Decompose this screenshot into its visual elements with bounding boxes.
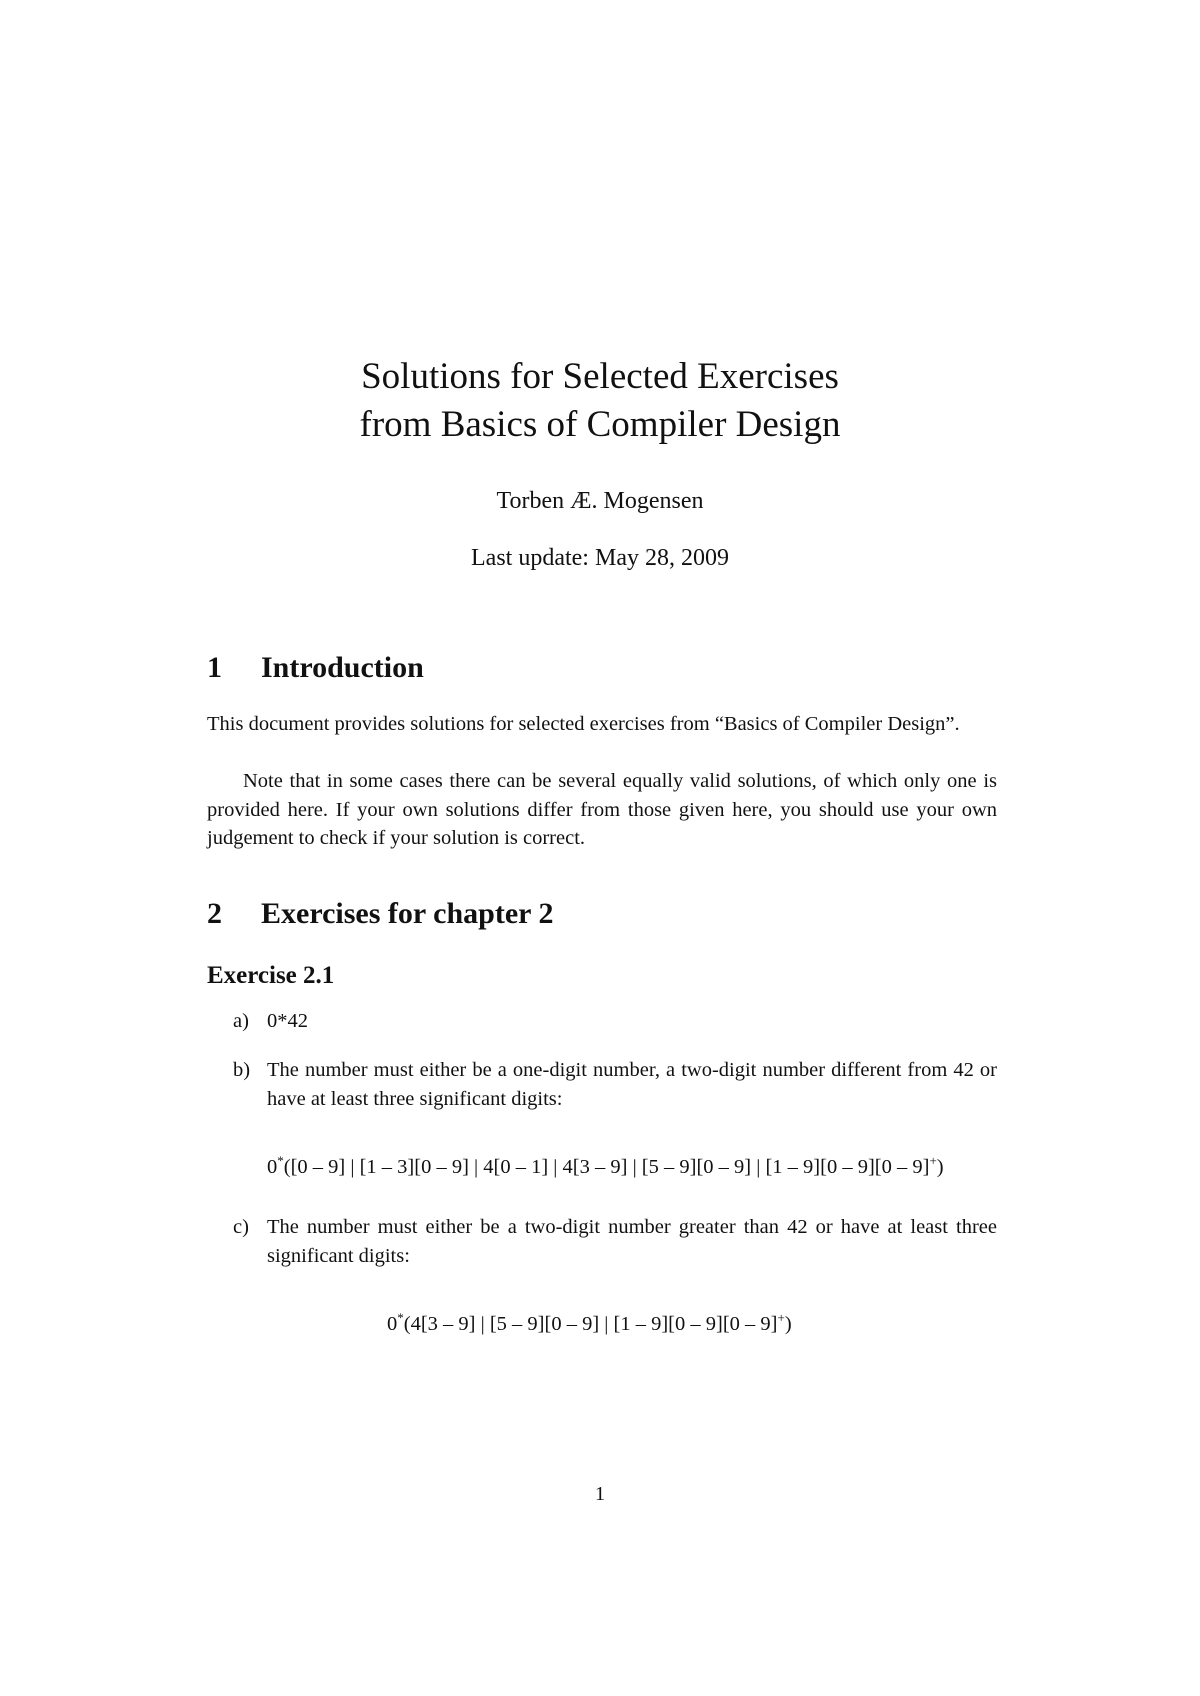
intro-paragraph-2: Note that in some cases there can be several equally valid solutions, of which only one is provided here. If your own solutions differ from those given here, you should use your own judgement to check if your solution is correct. [207,770,997,849]
section-2-heading [207,896,553,932]
item-a-text: 0*42 [267,1010,308,1032]
exercise-2-1-heading: Exercise 2.1 [207,962,335,989]
section-2-title: Exercises for chapter 2 [261,897,554,930]
section-1-heading [207,650,424,686]
author: Torben Æ. Mogensen [496,488,704,514]
section-1-number: 1 [207,651,222,684]
item-c-text: The number must either be a two-digit number greater than 42 or have at least three significant digits: [267,1216,997,1267]
item-b-formula: 0*([0 – 9] | [1 – 3][0 – 9] | 4[0 – 1] | 4[3 – 9] | [5 – 9][0 – 9] | [1 – 9][0 – 9][0 – 9]+) [267,1153,944,1178]
item-a-label: a) [233,1010,249,1032]
title-line-2: from Basics of Compiler Design [359,404,841,445]
section-1-title: Introduction [261,651,424,684]
section-2-number: 2 [207,897,222,930]
title-line-1: Solutions for Selected Exercises [361,356,839,397]
item-b-label: b) [233,1059,251,1081]
page-number: 1 [594,1483,606,1505]
item-b-text: The number must either be a one-digit number, a two-digit number different from 42 or have at least three significant digits: [267,1059,997,1110]
exercise-item-b [207,1056,997,1113]
document-title [0,353,1200,449]
item-c-formula: 0*(4[3 – 9] | [5 – 9][0 – 9] | [1 – 9][0 – 9][0 – 9]+) [387,1310,792,1335]
exercise-item-a [207,1007,997,1036]
intro-paragraph-1: This document provides solutions for selected exercises from “Basics of Compiler Design”. [207,713,960,735]
item-c-label: c) [233,1216,249,1238]
last-update-date: Last update: May 28, 2009 [471,545,729,571]
exercise-item-c [207,1213,997,1270]
